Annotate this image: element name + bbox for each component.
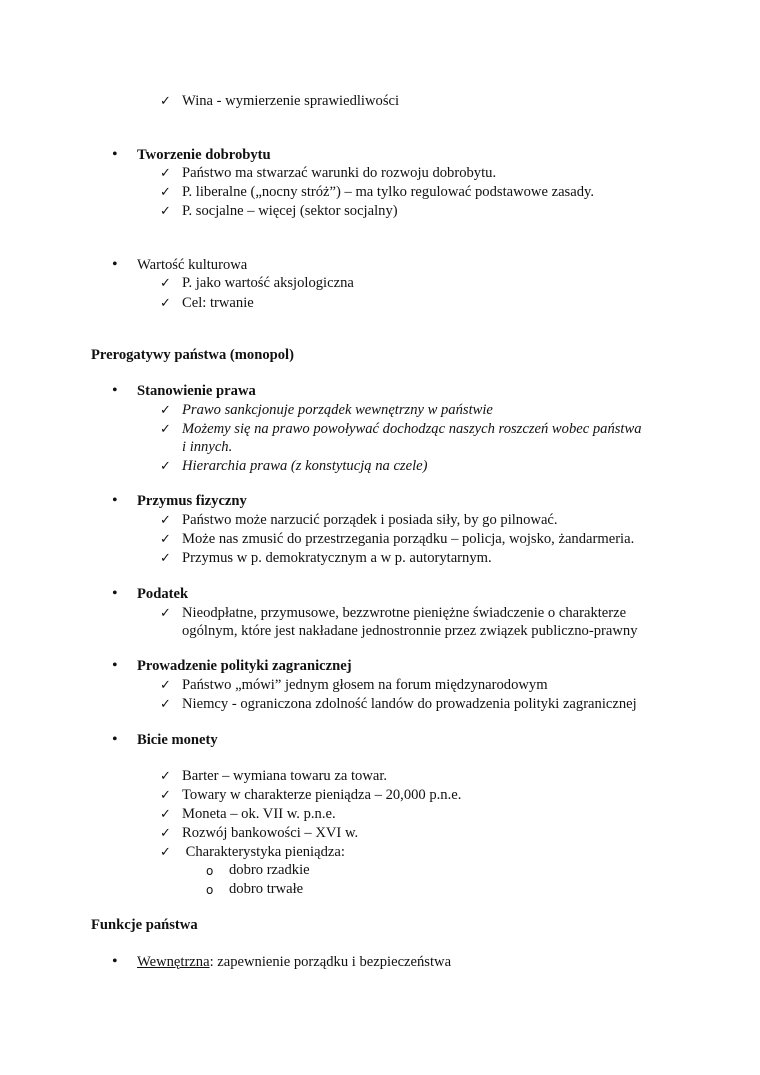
check-icon: ✓ xyxy=(160,845,171,860)
check-icon: ✓ xyxy=(160,826,171,841)
item-title-podatek: Podatek xyxy=(137,586,189,602)
list-item: Przymus w p. demokratycznym a w p. autorytarnym. xyxy=(182,550,492,566)
check-icon: ✓ xyxy=(160,185,171,200)
item-title-monety: Bicie monety xyxy=(137,732,218,748)
list-item: P. jako wartość aksjologiczna xyxy=(182,275,354,291)
bullet-icon: • xyxy=(112,585,118,602)
list-item-wewnetrzna xyxy=(137,953,451,972)
check-icon: ✓ xyxy=(160,788,171,803)
list-item: Moneta – ok. VII w. p.n.e. xyxy=(182,806,336,822)
check-icon: ✓ xyxy=(160,166,171,181)
section-heading-prerogatywy: Prerogatywy państwa (monopol) xyxy=(91,347,294,363)
list-item: Towary w charakterze pieniądza – 20,000 p.n.e. xyxy=(182,787,462,803)
list-item: Hierarchia prawa (z konstytucją na czele) xyxy=(182,458,428,474)
list-item: Cel: trwanie xyxy=(182,295,254,311)
bullet-icon: • xyxy=(112,492,118,509)
bullet-icon: • xyxy=(112,953,118,970)
circle-bullet-icon: o xyxy=(206,883,214,897)
list-item: Prawo sankcjonuje porządek wewnętrzny w państwie xyxy=(182,402,493,418)
check-icon: ✓ xyxy=(160,422,171,437)
check-icon: ✓ xyxy=(160,678,171,693)
item-title-polityka: Prowadzenie polityki zagranicznej xyxy=(137,658,352,674)
list-item: Rozwój bankowości – XVI w. xyxy=(182,825,359,841)
item-title-przymus: Przymus fizyczny xyxy=(137,493,247,509)
list-item-text: : zapewnienie porządku i bezpieczeństwa xyxy=(209,954,452,970)
check-icon: ✓ xyxy=(160,551,171,566)
list-item-continuation: ogólnym, które jest nakładane jednostronnie przez związek publiczno-prawny xyxy=(182,623,638,639)
bullet-icon: • xyxy=(112,657,118,674)
list-item: Barter – wymiana towaru za towar. xyxy=(182,768,388,784)
check-icon: ✓ xyxy=(160,606,171,621)
check-icon: ✓ xyxy=(160,94,171,109)
check-icon: ✓ xyxy=(160,276,171,291)
check-icon: ✓ xyxy=(160,807,171,822)
list-item: Państwo może narzucić porządek i posiada siły, by go pilnować. xyxy=(182,512,558,528)
sub-list-item: dobro trwałe xyxy=(229,881,304,897)
bullet-icon: • xyxy=(112,382,118,399)
list-item-wina: Wina - wymierzenie sprawiedliwości xyxy=(182,93,400,109)
check-icon: ✓ xyxy=(160,403,171,418)
check-icon: ✓ xyxy=(160,532,171,547)
bullet-icon: • xyxy=(112,256,118,273)
underlined-label: Wewnętrzna xyxy=(137,954,210,970)
list-item: Państwo ma stwarzać warunki do rozwoju dobrobytu. xyxy=(182,165,497,181)
list-item: Nieodpłatne, przymusowe, bezzwrotne pieniężne świadczenie o charakterze xyxy=(182,605,627,621)
list-item: Państwo „mówi” jednym głosem na forum międzynarodowym xyxy=(182,677,548,693)
check-icon: ✓ xyxy=(160,296,171,311)
bullet-icon: • xyxy=(112,731,118,748)
check-icon: ✓ xyxy=(160,769,171,784)
bullet-icon: • xyxy=(112,146,118,163)
check-icon: ✓ xyxy=(160,513,171,528)
item-title-prawo: Stanowienie prawa xyxy=(137,383,256,399)
list-item: Może nas zmusić do przestrzegania porządku – policja, wojsko, żandarmeria. xyxy=(182,531,635,547)
check-icon: ✓ xyxy=(160,204,171,219)
item-title-kultura: Wartość kulturowa xyxy=(137,257,248,273)
list-item-continuation: i innych. xyxy=(182,439,233,455)
list-item: P. liberalne („nocny stróż”) – ma tylko regulować podstawowe zasady. xyxy=(182,184,595,200)
list-item: Niemcy - ograniczona zdolność landów do prowadzenia polityki zagranicznej xyxy=(182,696,637,712)
check-icon: ✓ xyxy=(160,697,171,712)
list-item: P. socjalne – więcej (sektor socjalny) xyxy=(182,203,398,219)
list-item: Charakterystyka pieniądza: xyxy=(182,844,345,860)
list-item: Możemy się na prawo powoływać dochodząc naszych roszczeń wobec państwa xyxy=(182,421,642,437)
sub-list-item: dobro rzadkie xyxy=(229,862,310,878)
check-icon: ✓ xyxy=(160,459,171,474)
circle-bullet-icon: o xyxy=(206,864,214,878)
item-title-dobrobyt: Tworzenie dobrobytu xyxy=(137,147,271,163)
section-heading-funkcje: Funkcje państwa xyxy=(91,917,198,933)
